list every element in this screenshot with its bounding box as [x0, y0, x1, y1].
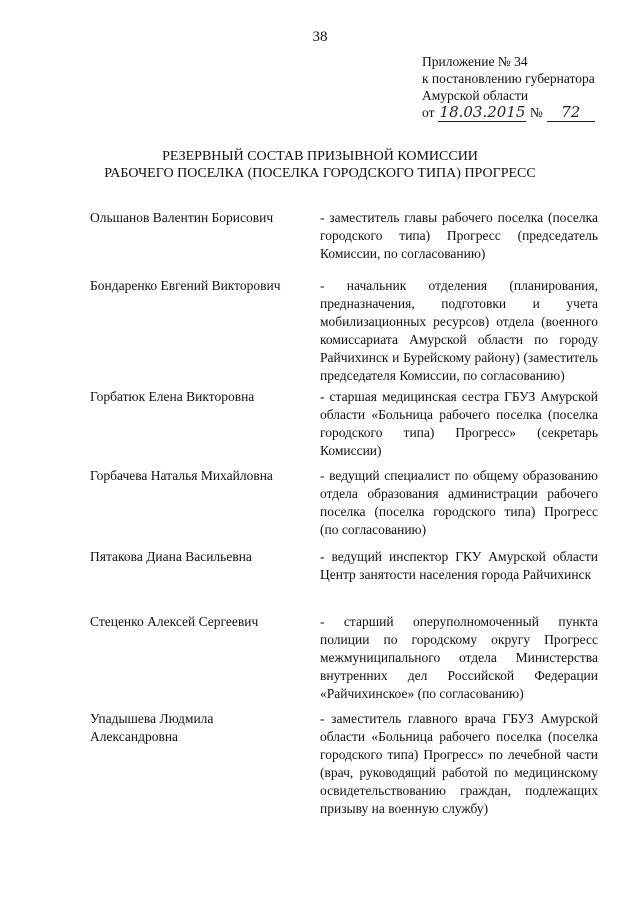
member-role: - начальник отделения (планирования, предназначения, подготовки и учета мобилизационных ресурсов) отдела (военного комиссариата Амурской области по городу Райчихинск и Бурейскому району) (заместитель председателя Комиссии, по согласованию)	[320, 278, 598, 383]
appendix-date-line	[422, 104, 595, 122]
member-name: Пятакова Диана Васильевна	[90, 549, 252, 564]
member-name: Стеценко Алексей Сергеевич	[90, 614, 259, 629]
handwritten-date: 18.03.2015	[439, 103, 526, 121]
member-name: Горбатюк Елена Викторовна	[90, 389, 255, 404]
appendix-line-1: Приложение № 34	[422, 54, 528, 69]
member-name: Бондаренко Евгений Викторович	[90, 278, 281, 293]
member-role: - ведущий специалист по общему образованию отдела образования администрации рабочего поселка (поселка городского типа) Прогресс (по согласованию)	[320, 468, 598, 537]
appendix-header	[422, 53, 595, 122]
member-role: - старшая медицинская сестра ГБУЗ Амурской области «Больница рабочего поселка (поселка городского типа) Прогресс» (секретарь Комиссии)	[320, 389, 598, 458]
member-role: - заместитель главы рабочего поселка (поселка городского типа) Прогресс (председатель Комиссии, по согласованию)	[320, 210, 598, 261]
member-name: Упадышева Людмила Александровна	[90, 711, 214, 744]
member-role: - ведущий инспектор ГКУ Амурской области Центр занятости населения города Райчихинск	[320, 549, 598, 582]
member-role: - старший оперуполномоченный пункта полиции по городскому округу Прогресс межмуниципального отдела Министерства внутренних дел Российской Федерации «Райчихинское» (по согласованию)	[320, 614, 598, 701]
document-title	[0, 148, 640, 182]
title-line-2: РАБОЧЕГО ПОСЕЛКА (ПОСЕЛКА ГОРОДСКОГО ТИПА) ПРОГРЕСС	[104, 166, 536, 181]
appendix-line-3: Амурской области	[422, 88, 529, 103]
date-prefix: от	[422, 105, 435, 120]
handwritten-number: 72	[547, 104, 595, 122]
member-role: - заместитель главного врача ГБУЗ Амурской области «Больница рабочего поселка (поселка городского типа) Прогресс» по лечебной части (врач, руководящий работой по медицинскому освидетельствованию граждан, подлежащих призыву на военную службу)	[320, 711, 598, 816]
page-number: 38	[312, 29, 328, 45]
member-name: Ольшанов Валентин Борисович	[90, 210, 274, 225]
number-prefix: №	[529, 105, 543, 120]
title-line-1: РЕЗЕРВНЫЙ СОСТАВ ПРИЗЫВНОЙ КОМИССИИ	[162, 149, 478, 164]
appendix-line-2: к постановлению губернатора	[422, 71, 595, 86]
member-name: Горбачева Наталья Михайловна	[90, 468, 273, 483]
